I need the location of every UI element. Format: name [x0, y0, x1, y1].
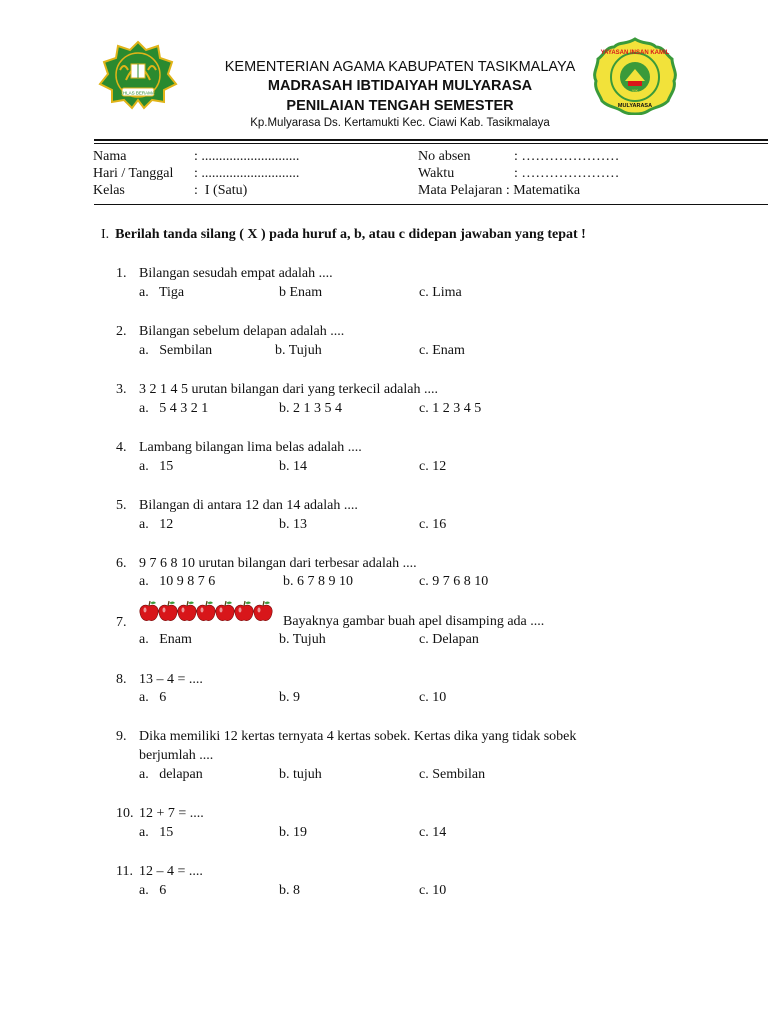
question-number: 4. [116, 440, 127, 455]
seal-top-text: YAYASAN INSAN KAMIL [600, 50, 670, 56]
option-b[interactable]: b. Tujuh [279, 632, 326, 647]
kelas-label: Kelas [93, 183, 125, 198]
option-b[interactable]: b. 14 [279, 459, 307, 474]
question-text: 3 2 1 4 5 urutan bilangan dari yang terkecil adalah .... [139, 382, 438, 397]
option-c[interactable]: c. 1 2 3 4 5 [419, 401, 482, 416]
instruction-text: Berilah tanda silang ( X ) pada huruf a, b, atau c didepan jawaban yang tepat ! [115, 227, 586, 242]
option-c[interactable]: c. 10 [419, 690, 447, 705]
ministry-title: KEMENTERIAN AGAMA KABUPATEN TASIKMALAYA [224, 59, 576, 75]
option-a[interactable]: a. delapan [139, 767, 203, 782]
instruction-number: I. [101, 227, 110, 242]
option-c[interactable]: c. 16 [419, 517, 447, 532]
question-text: Bayaknya gambar buah apel disamping ada .... [283, 614, 545, 629]
question-number: 10. [116, 806, 134, 821]
option-a[interactable]: a. 6 [139, 690, 167, 705]
question-text: Dika memiliki 12 kertas ternyata 4 kertas sobek. Kertas dika yang tidak sobek berjumlah .... [139, 729, 577, 763]
option-c[interactable]: c. Enam [419, 343, 465, 358]
question-text: Bilangan sebelum delapan adalah .... [139, 324, 345, 339]
question-text: 13 – 4 = .... [139, 672, 203, 687]
info-divider [94, 204, 768, 205]
waktu-label: Waktu [418, 166, 455, 181]
option-b[interactable]: b. 13 [279, 517, 307, 532]
option-b[interactable]: b. 2 1 3 5 4 [279, 401, 342, 416]
option-b[interactable]: b Enam [279, 285, 323, 300]
red-apple-icon [177, 600, 197, 622]
question-number: 3. [116, 382, 127, 397]
option-a[interactable]: a. 5 4 3 2 1 [139, 401, 209, 416]
question-text: 9 7 6 8 10 urutan bilangan dari terbesar adalah .... [139, 556, 417, 571]
question-number: 6. [116, 556, 127, 571]
option-a[interactable]: a. 10 9 8 7 6 [139, 574, 216, 589]
kelas-value: : I (Satu) [194, 183, 248, 198]
school-address: Kp.Mulyarasa Ds. Kertamukti Kec. Ciawi Kab. Tasikmalaya [250, 117, 550, 129]
seal-bottom-text: MULYARASA [617, 103, 653, 109]
school-name: MADRASAH IBTIDAIYAH MULYARASA [267, 78, 533, 94]
option-b[interactable]: b. 8 [279, 883, 300, 898]
option-b[interactable]: b. 19 [279, 825, 307, 840]
question-text: Lambang bilangan lima belas adalah .... [139, 440, 362, 455]
hari-tanggal-field[interactable]: : ............................ [194, 166, 300, 181]
option-b[interactable]: b. 6 7 8 9 10 [283, 574, 353, 589]
question-number: 5. [116, 498, 127, 513]
red-apple-icon [253, 600, 273, 622]
option-a[interactable]: a. Tiga [139, 285, 185, 300]
option-c[interactable]: c. Delapan [419, 632, 479, 647]
option-a[interactable]: a. 12 [139, 517, 174, 532]
option-b[interactable]: b. Tujuh [275, 343, 322, 358]
no-absen-field[interactable]: : ………………… [514, 149, 620, 164]
header-divider-thin [94, 143, 768, 144]
question-number: 8. [116, 672, 127, 687]
nama-label: Nama [93, 149, 127, 164]
option-c[interactable]: c. Lima [419, 285, 462, 300]
red-apple-icon [158, 600, 178, 622]
option-c[interactable]: c. 9 7 6 8 10 [419, 574, 489, 589]
apple-picture [139, 600, 272, 622]
option-c[interactable]: c. 14 [419, 825, 447, 840]
hari-tanggal-label: Hari / Tanggal [93, 166, 174, 181]
option-c[interactable]: c. 10 [419, 883, 447, 898]
question-number: 1. [116, 266, 127, 281]
no-absen-label: No absen [418, 149, 471, 164]
option-c[interactable]: c. Sembilan [419, 767, 486, 782]
question-number: 7. [116, 615, 127, 630]
option-a[interactable]: a. 15 [139, 825, 174, 840]
emblem-motto: IKHLAS BERAMAL [118, 90, 158, 96]
option-b[interactable]: b. tujuh [279, 767, 322, 782]
option-c[interactable]: c. 12 [419, 459, 447, 474]
exam-title: PENILAIAN TENGAH SEMESTER [286, 98, 514, 114]
waktu-field[interactable]: : ………………… [514, 166, 620, 181]
question-number: 9. [116, 729, 127, 744]
question-text: 12 – 4 = .... [139, 864, 203, 879]
option-a[interactable]: a. Sembilan [139, 343, 213, 358]
red-apple-icon [234, 600, 254, 622]
option-a[interactable]: a. 6 [139, 883, 167, 898]
mata-pelajaran: Mata Pelajaran : Matematika [418, 183, 581, 198]
question-text: Bilangan sesudah empat adalah .... [139, 266, 333, 281]
red-apple-icon [139, 600, 159, 622]
red-apple-icon [215, 600, 235, 622]
option-a[interactable]: a. 15 [139, 459, 174, 474]
red-apple-icon [196, 600, 216, 622]
question-number: 11. [116, 864, 133, 879]
kemenag-emblem-icon [98, 40, 178, 110]
question-text: Bilangan di antara 12 dan 14 adalah .... [139, 498, 358, 513]
seal-small-text: YIK [631, 88, 639, 93]
nama-field[interactable]: : ............................ [194, 149, 300, 164]
option-b[interactable]: b. 9 [279, 690, 300, 705]
question-number: 2. [116, 324, 127, 339]
option-a[interactable]: a. Enam [139, 632, 192, 647]
question-text: 12 + 7 = .... [139, 806, 204, 821]
header-divider [94, 139, 768, 141]
instruction [101, 227, 586, 243]
